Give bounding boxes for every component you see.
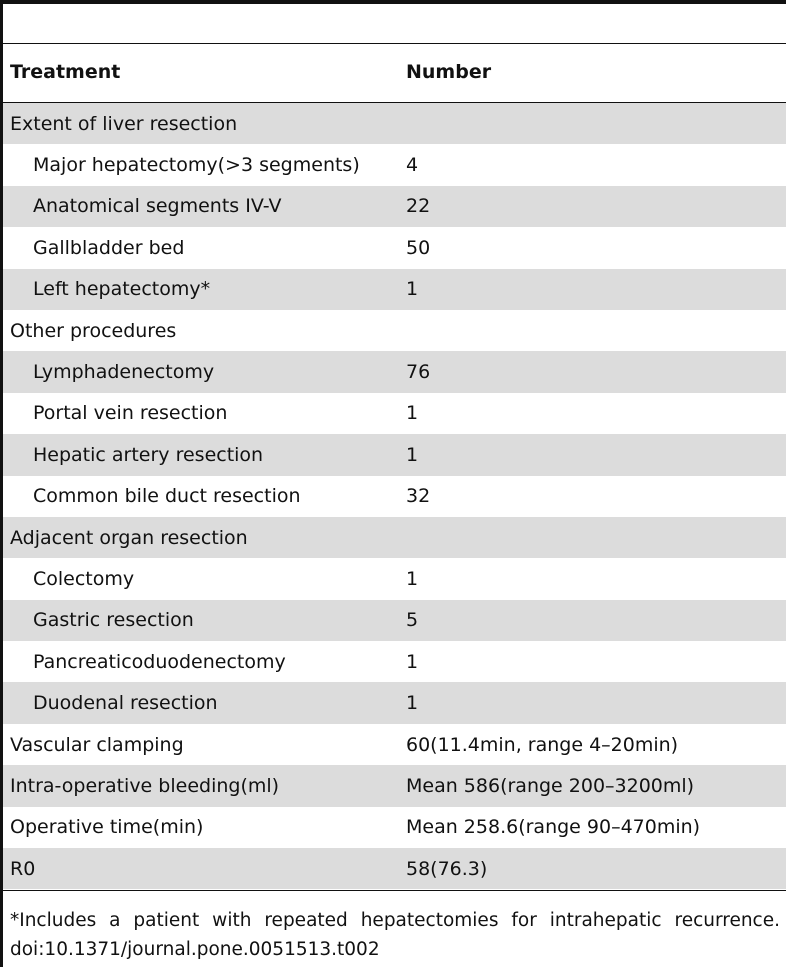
row-value: 1 [406, 650, 419, 673]
table-row [3, 227, 786, 268]
row-label: Pancreaticoduodenectomy [33, 650, 286, 673]
header-treatment: Treatment [10, 61, 121, 83]
row-value: 4 [406, 154, 419, 177]
row-value: Mean 258.6(range 90–470min) [406, 816, 701, 839]
row-label: Adjacent organ resection [10, 526, 248, 549]
table-row [3, 517, 786, 558]
table-row [3, 103, 786, 144]
row-label: Left hepatectomy* [33, 278, 211, 301]
row-value: 50 [406, 236, 431, 259]
table-row [3, 310, 786, 351]
table-row [3, 682, 786, 723]
table-row [3, 807, 786, 848]
row-value: 1 [406, 402, 419, 425]
table-row [3, 765, 786, 806]
doi-link[interactable]: doi:10.1371/journal.pone.0051513.t002 [10, 939, 380, 960]
table-row [3, 186, 786, 227]
row-label: Major hepatectomy(>3 segments) [33, 154, 360, 177]
table-row [3, 269, 786, 310]
row-label: R0 [10, 857, 36, 880]
row-value: 5 [406, 609, 419, 632]
table-top-rule [0, 0, 786, 4]
row-label: Intra-operative bleeding(ml) [10, 774, 280, 797]
row-label: Anatomical segments IV-V [33, 195, 282, 218]
table-row [3, 476, 786, 517]
row-label: Portal vein resection [33, 402, 228, 425]
table-footnote: *Includes a patient with repeated hepatectomies for intrahepatic recurrence. [10, 910, 780, 931]
row-value: 1 [406, 692, 419, 715]
row-label: Lymphadenectomy [33, 361, 215, 384]
table-row [3, 434, 786, 475]
table-row [3, 393, 786, 434]
table-bottom-rule [0, 890, 786, 891]
row-label: Vascular clamping [10, 733, 184, 756]
row-label: Colectomy [33, 567, 135, 590]
row-value: 60(11.4min, range 4–20min) [406, 733, 679, 756]
header-number: Number [406, 61, 492, 83]
row-label: Operative time(min) [10, 816, 204, 839]
row-value: 76 [406, 361, 431, 384]
row-value: 1 [406, 443, 419, 466]
row-value: 22 [406, 195, 431, 218]
table-row [3, 641, 786, 682]
table-row [3, 848, 786, 889]
table-header [0, 44, 786, 102]
row-label: Common bile duct resection [33, 485, 301, 508]
table-row [3, 558, 786, 599]
row-label: Gallbladder bed [33, 236, 185, 259]
table-row [3, 600, 786, 641]
row-label: Gastric resection [33, 609, 194, 632]
row-value: 1 [406, 278, 419, 301]
row-label: Extent of liver resection [10, 112, 238, 135]
row-value: 58(76.3) [406, 857, 488, 880]
row-value: Mean 586(range 200–3200ml) [406, 774, 695, 797]
row-value: 1 [406, 567, 419, 590]
row-label: Other procedures [10, 319, 177, 342]
table-row [3, 351, 786, 392]
table-row [3, 144, 786, 185]
row-label: Hepatic artery resection [33, 443, 264, 466]
table-body [3, 103, 786, 889]
row-label: Duodenal resection [33, 692, 218, 715]
table-row [3, 724, 786, 765]
row-value: 32 [406, 485, 431, 508]
